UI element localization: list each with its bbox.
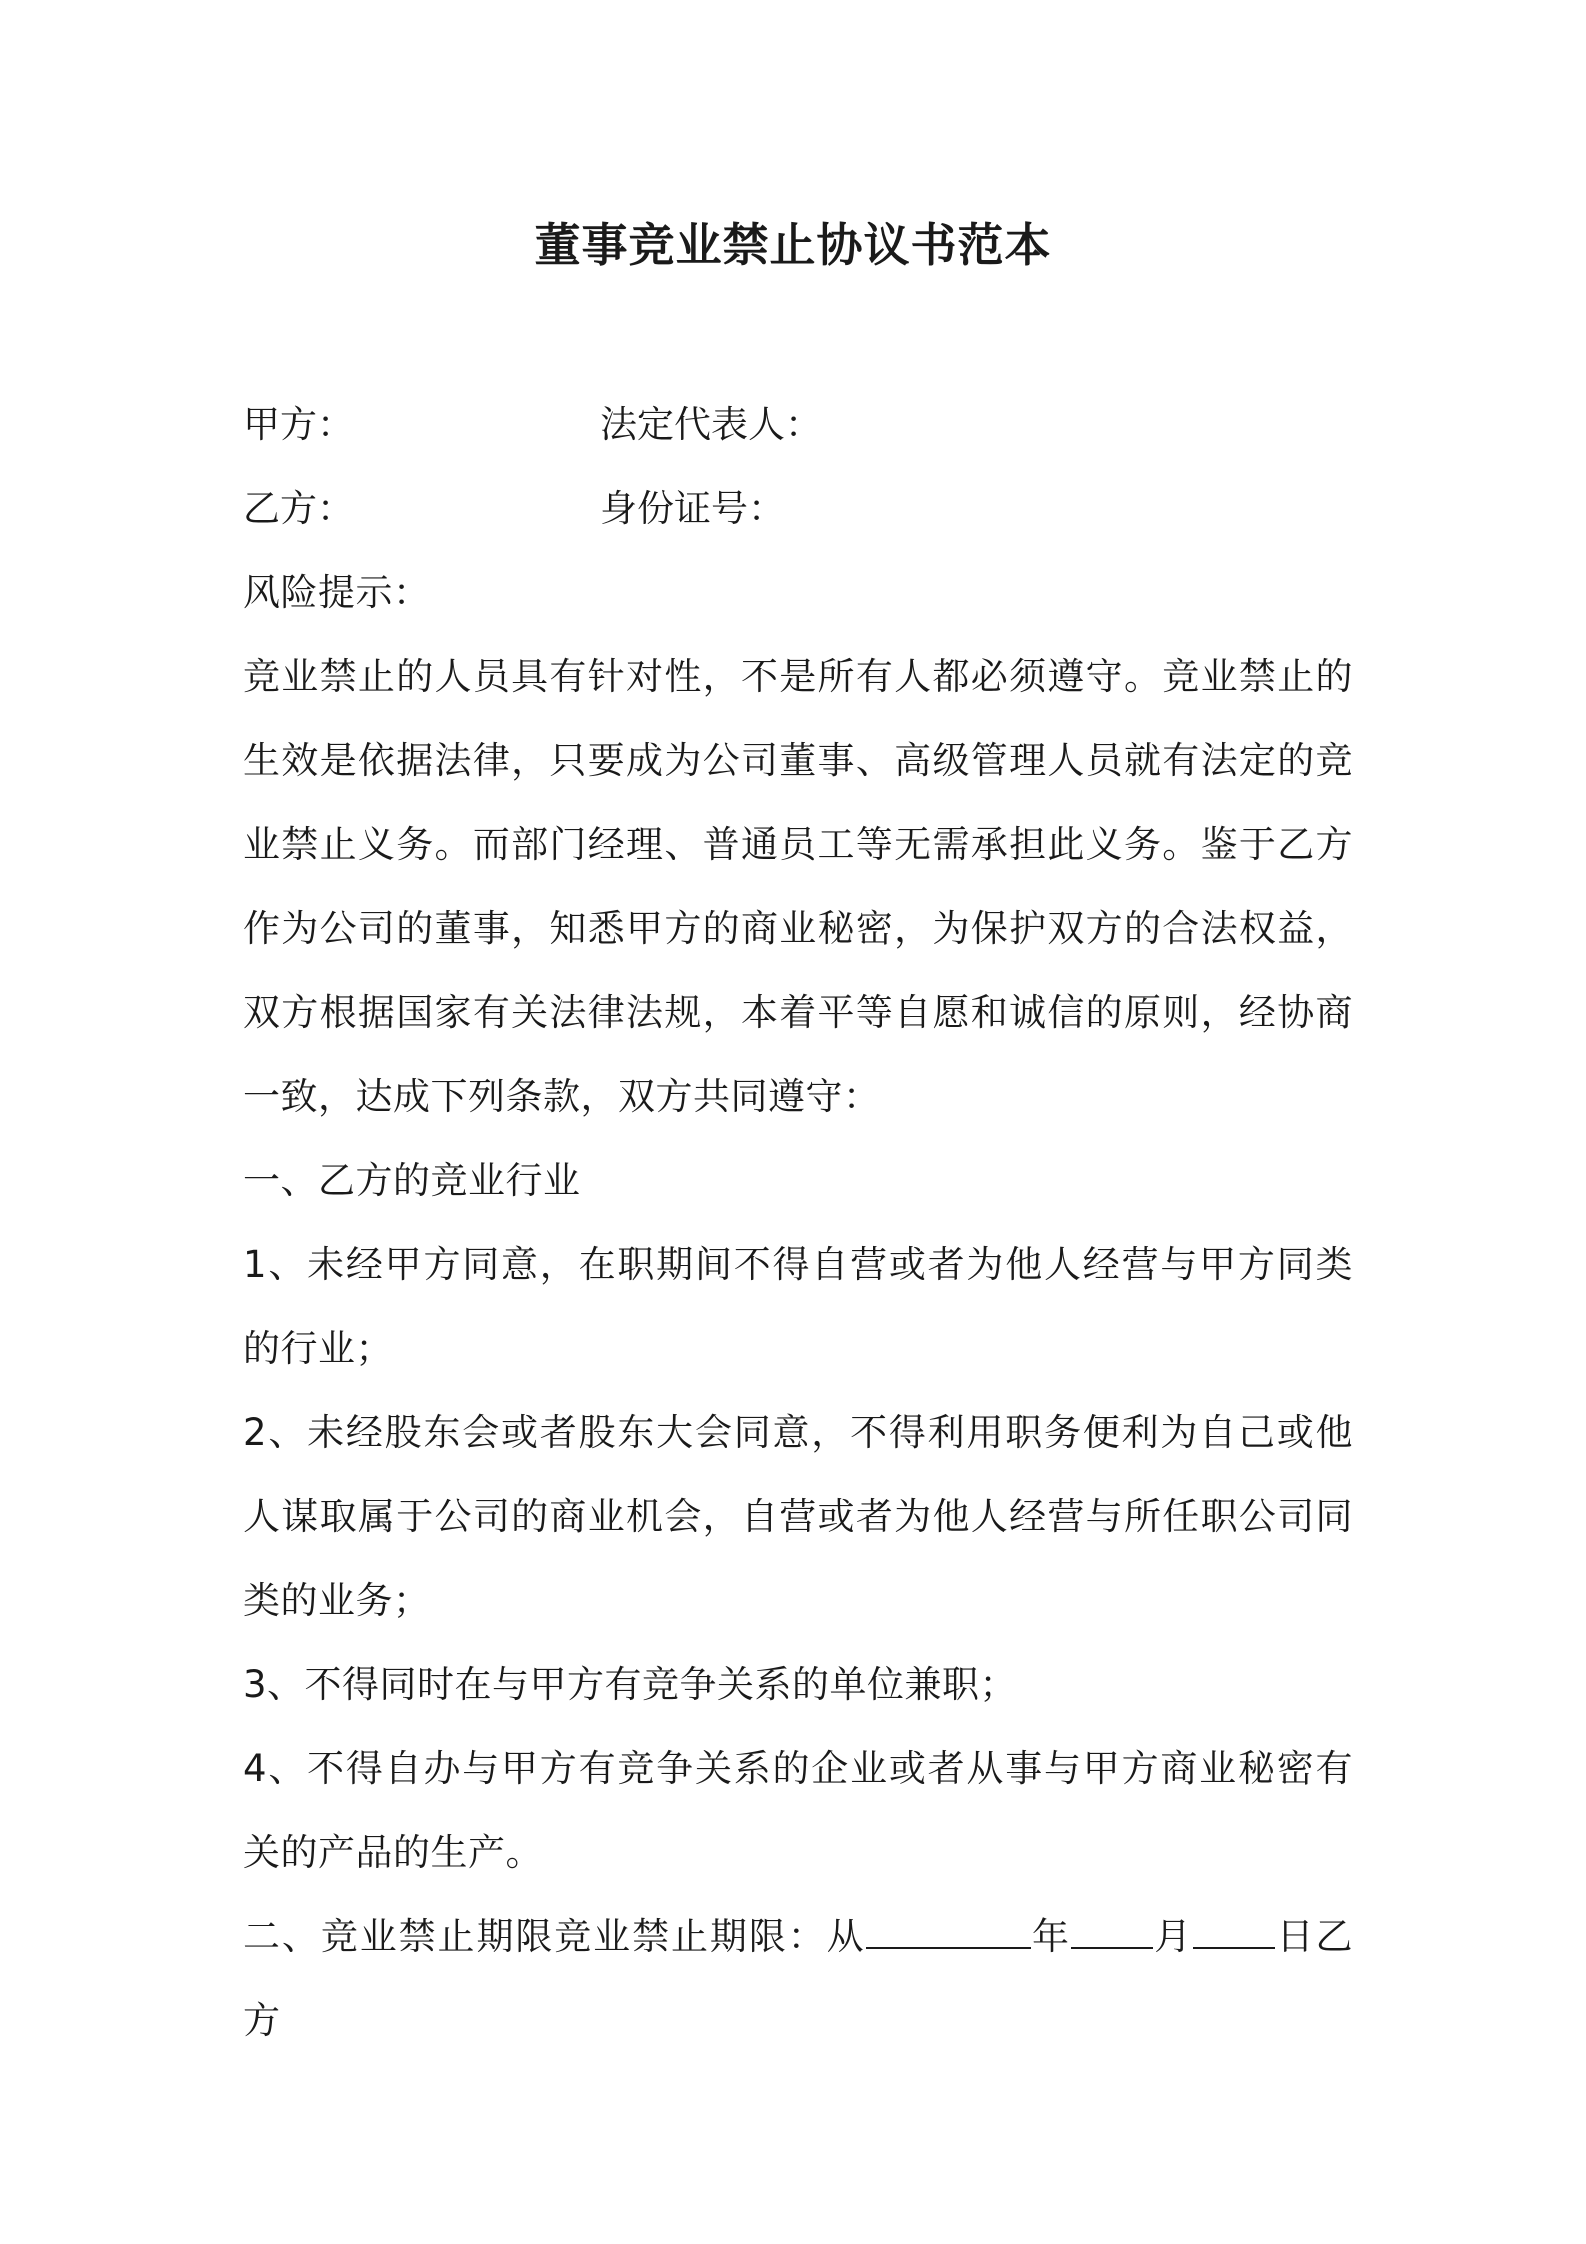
clause-4: 4、不得自办与甲方有竞争关系的企业或者从事与甲方商业秘密有关的产品的生产。 bbox=[243, 1747, 1353, 1874]
section-2-line bbox=[243, 1895, 1353, 2063]
party-b-row bbox=[243, 467, 1353, 551]
clause-3: 3、不得同时在与甲方有竞争关系的单位兼职； bbox=[243, 1663, 1018, 1706]
party-b-label: 乙方： bbox=[243, 487, 354, 530]
year-label: 年 bbox=[1030, 1915, 1071, 1958]
section-1-heading: 一、乙方的竞业行业 bbox=[243, 1159, 581, 1202]
day-suffix: 日乙方 bbox=[243, 1915, 1354, 2042]
month-label: 月 bbox=[1152, 1915, 1194, 1958]
document-title: 董事竞业禁止协议书范本 bbox=[534, 218, 1052, 272]
clause-2: 2、未经股东会或者股东大会同意，不得利用职务便利为自己或他人谋取属于公司的商业机会，自营或者为他人经营与所任职公司同类的业务； bbox=[243, 1411, 1353, 1622]
day-blank bbox=[1193, 1917, 1275, 1949]
risk-heading: 风险提示： bbox=[243, 571, 431, 614]
document-body bbox=[243, 551, 1353, 2063]
year-blank bbox=[866, 1917, 1031, 1949]
id-number-label: 身份证号： bbox=[600, 487, 785, 530]
party-a-row bbox=[243, 383, 1353, 467]
risk-paragraph: 竞业禁止的人员具有针对性，不是所有人都必须遵守。竞业禁止的生效是依据法律，只要成为公司董事、高级管理人员就有法定的竞业禁止义务。而部门经理、普通员工等无需承担此义务。鉴于乙方作为公司的董事，知悉甲方的商业秘密，为保护双方的合法权益，双方根据国家有关法律法规，本着平等自愿和诚信的原则，经协商一致，达成下列条款，双方共同遵守： bbox=[243, 655, 1353, 1118]
legal-rep-label: 法定代表人： bbox=[600, 403, 822, 446]
party-a-label: 甲方： bbox=[243, 403, 354, 446]
section-2-prefix: 二、竞业禁止期限竞业禁止期限：从 bbox=[243, 1915, 866, 1958]
month-blank bbox=[1071, 1917, 1153, 1949]
clause-1: 1、未经甲方同意，在职期间不得自营或者为他人经营与甲方同类的行业； bbox=[243, 1243, 1353, 1370]
